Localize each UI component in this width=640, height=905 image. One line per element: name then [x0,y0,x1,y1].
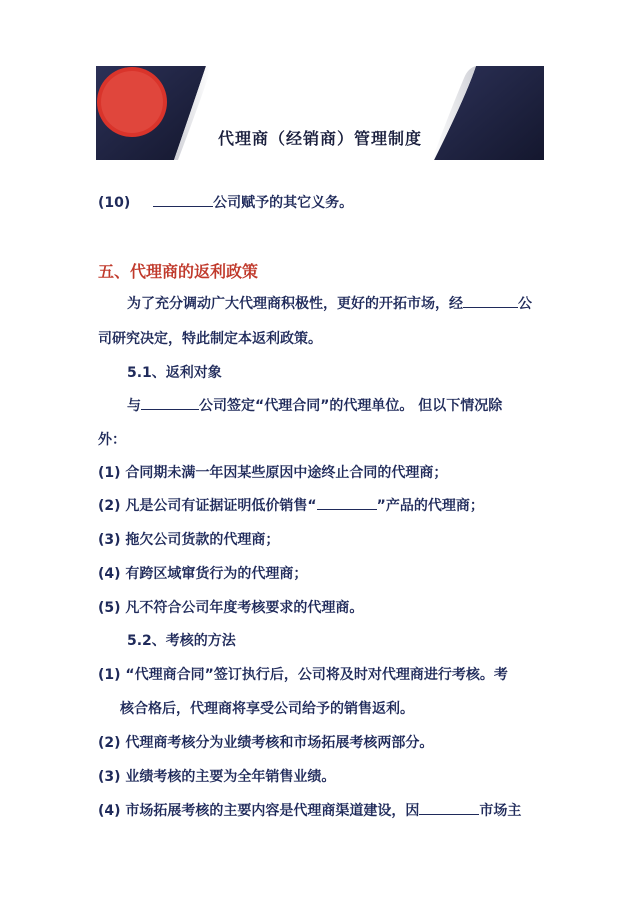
exclusion-item-3: (3) 拖欠公司货款的代理商； [98,532,280,548]
method-item-1-line1: (1) “代理商合同”签订执行后，公司将及时对代理商进行考核。考 [98,667,508,683]
document-title: 代理商（经销商）管理制度 [217,129,422,148]
exclusion-item-5: (5) 凡不符合公司年度考核要求的代理商。 [98,600,364,616]
subsection-5-2-title: 5.2、考核的方法 [127,633,236,649]
method-item-4 [98,800,521,820]
exclusion-item-1: (1) 合同期未满一年因某些原因中途终止合同的代理商； [98,465,448,481]
item2-text-post: ”产品的代理商； [376,498,484,514]
section-5-intro-line2: 司研究决定，特此制定本返利政策。 [98,331,322,347]
item4-text-post: 市场主 [479,803,522,819]
intro-text-part2: 公 [518,296,532,312]
method-item-1-line2: 核合格后，代理商将享受公司给予的销售返利。 [120,701,414,717]
para-text-post: 公司签定“代理合同”的代理单位。 但以下情况除 [199,398,503,414]
item-10-number: (10) [98,195,131,211]
section-5-heading: 五、代理商的返利政策 [98,262,259,281]
subsection-5-1-para-line1 [127,395,502,415]
item4-text-pre: (4) 市场拓展考核的主要内容是代理商渠道建设，因 [98,803,420,819]
subsection-5-1-para-line2: 外： [98,432,126,448]
para-text-pre: 与 [127,398,141,414]
exclusion-item-2 [98,495,484,515]
section-5-intro-line1 [127,293,532,313]
item-10 [98,192,353,212]
blank-line [419,800,479,815]
item2-text-pre: (2) 凡是公司有证据证明低价销售“ [98,498,317,514]
new-badge-label: NEW [294,74,350,98]
exclusion-item-4: (4) 有跨区域窜货行为的代理商； [98,566,308,582]
blank-line [153,192,213,207]
method-item-3: (3) 业绩考核的主要为全年销售业绩。 [98,769,336,785]
blank-line [141,395,199,410]
blank-line [463,293,518,308]
intro-text-part1: 为了充分调动广大代理商积极性，更好的开拓市场，经 [127,296,463,312]
subsection-5-1-title: 5.1、返利对象 [127,365,222,381]
header-banner [96,66,544,160]
blank-line [317,495,377,510]
item-10-text: 公司赋予的其它义务。 [213,195,354,211]
method-item-2: (2) 代理商考核分为业绩考核和市场拓展考核两部分。 [98,735,434,751]
